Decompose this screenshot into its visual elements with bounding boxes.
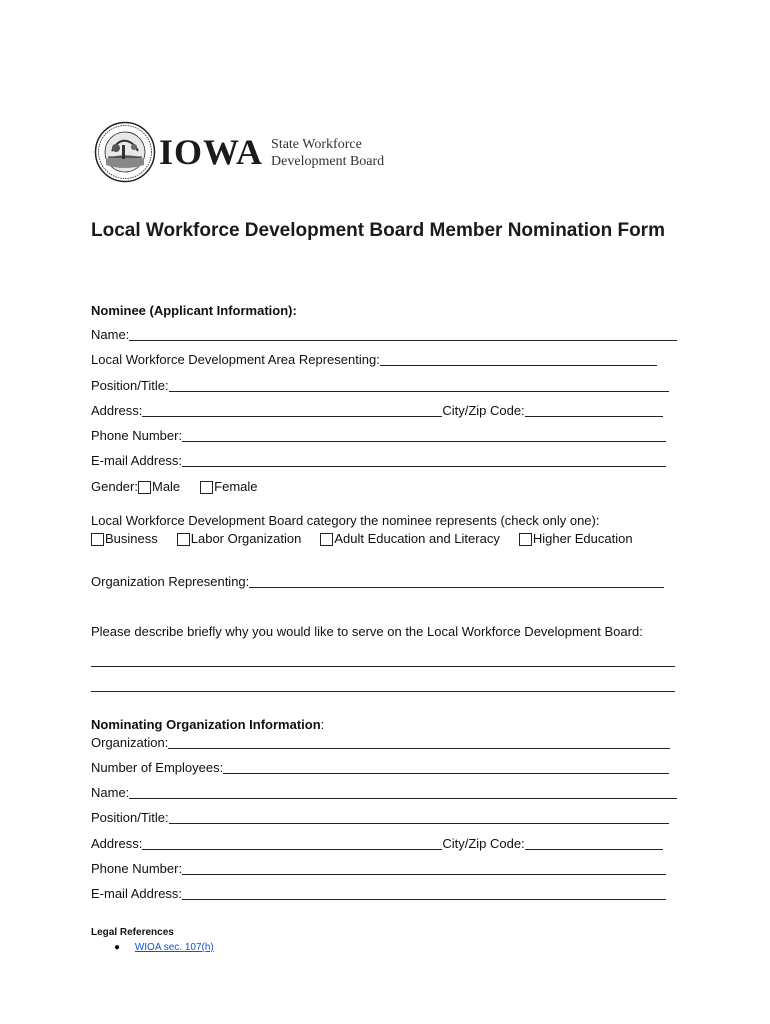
org-representing-field[interactable] <box>91 573 664 590</box>
category-adult-ed-label: Adult Education and Literacy <box>334 531 500 546</box>
nominee-position-field[interactable] <box>91 377 669 394</box>
logo-subtitle-line2: Development Board <box>271 154 385 169</box>
wioa-link[interactable]: WIOA sec. 107(h) <box>134 942 214 953</box>
nominee-name-label: Name: <box>91 327 130 342</box>
nominee-name-line[interactable] <box>129 327 677 341</box>
nominee-cityzip-line[interactable] <box>525 403 663 417</box>
category-business-checkbox[interactable] <box>91 531 158 547</box>
nominee-area-field[interactable] <box>91 351 657 368</box>
category-business-label: Business <box>105 531 158 546</box>
iowa-logo <box>94 120 384 184</box>
nominating-organization-field[interactable] <box>91 734 670 751</box>
nominating-address-line[interactable] <box>142 836 442 850</box>
checkbox-icon[interactable] <box>138 481 151 494</box>
bullet-icon: ● <box>114 942 121 953</box>
nominating-email-label: E-mail Address: <box>91 886 183 901</box>
nominating-email-line[interactable] <box>182 886 666 900</box>
nominating-email-field[interactable] <box>91 885 666 902</box>
nominating-name-line[interactable] <box>129 785 677 799</box>
nominee-area-line[interactable] <box>380 352 657 366</box>
category-labor-label: Labor Organization <box>190 531 302 546</box>
describe-line-2-field[interactable] <box>91 677 675 694</box>
nominating-address-label: Address: <box>91 836 143 851</box>
checkbox-icon[interactable] <box>200 481 213 494</box>
nominee-email-label: E-mail Address: <box>91 453 183 468</box>
nominating-cityzip-line[interactable] <box>525 836 663 850</box>
nominating-phone-field[interactable] <box>91 860 666 877</box>
category-labor-checkbox[interactable] <box>177 531 302 547</box>
org-representing-label: Organization Representing: <box>91 574 250 589</box>
describe-prompt: Please describe briefly why you would like to serve on the Local Workforce Development Board: <box>91 624 643 639</box>
nominating-cityzip-label: City/Zip Code: <box>442 836 525 851</box>
nominating-employees-label: Number of Employees: <box>91 760 224 775</box>
gender-female-label: Female <box>214 479 258 494</box>
category-options <box>91 530 633 547</box>
nominating-name-label: Name: <box>91 785 130 800</box>
nominating-organization-label: Organization: <box>91 735 169 750</box>
nominating-heading-colon: : <box>320 717 325 732</box>
nominating-heading <box>91 717 324 733</box>
nominee-phone-line[interactable] <box>182 428 666 442</box>
legal-heading: Legal References <box>91 927 174 938</box>
nominee-phone-label: Phone Number: <box>91 428 183 443</box>
nominee-address-label: Address: <box>91 403 143 418</box>
describe-line-1[interactable] <box>91 653 675 667</box>
iowa-seal-icon <box>94 121 156 183</box>
nominating-position-field[interactable] <box>91 809 669 826</box>
category-prompt: Local Workforce Development Board category the nominee represents (check only one): <box>91 513 600 528</box>
nominating-employees-field[interactable] <box>91 759 669 776</box>
nominating-position-line[interactable] <box>169 810 669 824</box>
nominee-address-field[interactable] <box>91 402 663 419</box>
checkbox-icon[interactable] <box>320 533 333 546</box>
nominating-name-field[interactable] <box>91 784 677 801</box>
logo-subtitle-line1: State Workforce <box>271 137 362 152</box>
nominee-address-line[interactable] <box>142 403 442 417</box>
category-higher-ed-label: Higher Education <box>532 531 633 546</box>
nominating-phone-line[interactable] <box>182 861 666 875</box>
describe-line-2[interactable] <box>91 678 675 692</box>
checkbox-icon[interactable] <box>519 533 532 546</box>
nominee-email-field[interactable] <box>91 452 666 469</box>
nominee-phone-field[interactable] <box>91 427 666 444</box>
checkbox-icon[interactable] <box>91 533 104 546</box>
nominee-email-line[interactable] <box>182 453 666 467</box>
nominating-address-field[interactable] <box>91 835 663 852</box>
legal-list-item <box>114 942 214 953</box>
category-higher-ed-checkbox[interactable] <box>519 531 633 547</box>
gender-female-checkbox[interactable] <box>200 479 257 495</box>
nominee-area-label: Local Workforce Development Area Representing: <box>91 352 380 367</box>
nominee-heading: Nominee (Applicant Information): <box>91 303 297 318</box>
form-title: Local Workforce Development Board Member Nomination Form <box>91 220 665 241</box>
logo-subtitle <box>271 134 384 170</box>
logo-wordmark: IOWA <box>159 132 264 172</box>
nominee-position-label: Position/Title: <box>91 378 169 393</box>
nominee-gender-field <box>91 478 258 495</box>
nominating-position-label: Position/Title: <box>91 810 169 825</box>
nominee-name-field[interactable] <box>91 326 677 343</box>
describe-line-1-field[interactable] <box>91 652 675 669</box>
checkbox-icon[interactable] <box>177 533 190 546</box>
gender-male-checkbox[interactable] <box>138 479 180 495</box>
org-representing-line[interactable] <box>249 574 664 588</box>
nominating-phone-label: Phone Number: <box>91 861 183 876</box>
gender-male-label: Male <box>151 479 181 494</box>
gender-label: Gender: <box>91 479 138 494</box>
nominating-employees-line[interactable] <box>223 760 669 774</box>
category-adult-ed-checkbox[interactable] <box>320 531 500 547</box>
nominee-cityzip-label: City/Zip Code: <box>442 403 525 418</box>
nominating-heading-text: Nominating Organization Information <box>91 717 321 732</box>
nominee-position-line[interactable] <box>169 378 669 392</box>
nominating-organization-line[interactable] <box>168 735 670 749</box>
